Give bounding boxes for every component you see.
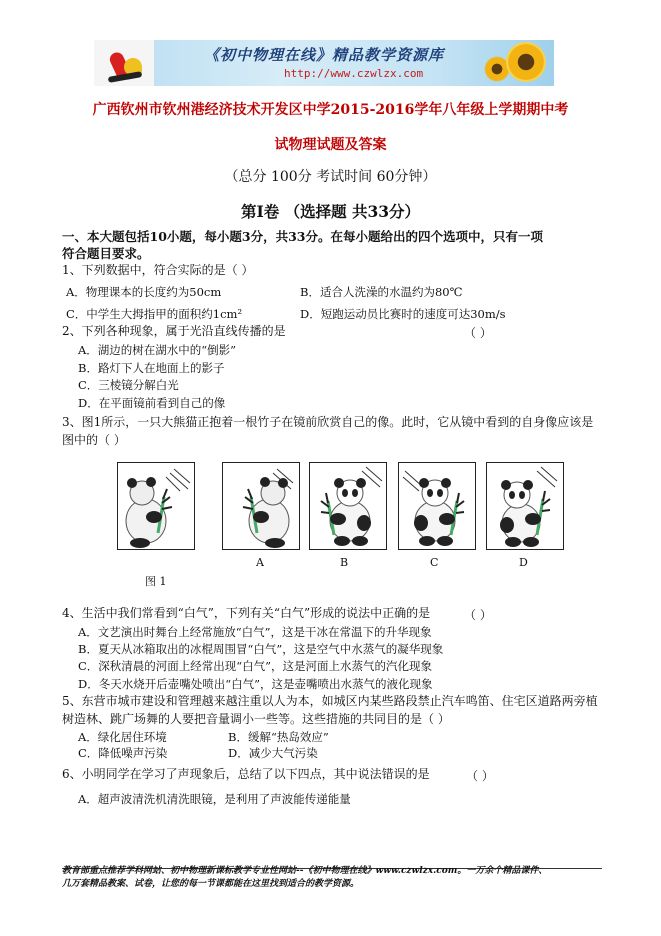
figure-label-b: B <box>340 556 349 569</box>
q6-option-a: A．超声波清洗机清洗眼镜，是利用了声波能传递能量 <box>78 792 351 806</box>
q2-option-d: D．在平面镜前看到自己的像 <box>78 396 226 410</box>
q5-option-c: C．降低噪声污染 <box>78 746 168 760</box>
panda-front-icon <box>487 463 563 549</box>
footer-line1: 教育部重点推荐学科网站、初中物理新课标教学专业性网站--《初中物理在线》www.czwlzx.com。一万余个精品课件、 <box>62 866 548 876</box>
q2-option-b: B．路灯下人在地面上的影子 <box>78 361 225 375</box>
q5-option-a: A．绿化居住环境 <box>78 730 167 744</box>
q5-stem: 5、东营市城市建设和管理越来越注重以人为本，如城区内某些路段禁止汽车鸣笛、住宅区道路两旁植 <box>62 694 598 708</box>
panda-back-icon <box>223 463 299 549</box>
figure-label-a: A <box>256 556 264 569</box>
q3-stem-cont: 图中的（ ） <box>62 433 126 447</box>
section-heading: 第Ⅰ卷 （选择题 共33分） <box>240 202 421 221</box>
q4-stem: 4、生活中我们常看到“白气”，下列有关“白气”形成的说法中正确的是 <box>62 606 431 620</box>
figure-option-d <box>486 462 564 550</box>
part1-instruction-cont: 符合题目要求。 <box>62 246 150 261</box>
panda-front-icon <box>399 463 475 549</box>
figure-label-d: D <box>519 556 528 569</box>
figure-original-panda <box>117 462 195 550</box>
q4-option-a: A．文艺演出时舞台上经常施放“白气”，这是干冰在常温下的升华现象 <box>78 625 432 639</box>
figure-option-a <box>222 462 300 550</box>
footer-line2: 几万套精品教案、试卷，让您的每一节课都能在这里找到适合的教学资源。 <box>62 879 360 889</box>
figure-caption: 图 1 <box>145 575 167 588</box>
q2-option-c: C．三棱镜分解白光 <box>78 378 179 392</box>
q1-option-b: B．适合人洗澡的水温约为80℃ <box>300 285 463 299</box>
part1-instruction: 一、本大题包括10小题，每小题3分，共33分。在每小题给出的四个选项中，只有一项 <box>62 229 543 244</box>
q4-option-b: B．夏天从冰箱取出的冰棍周围冒“白气”，这是空气中水蒸气的凝华现象 <box>78 642 444 656</box>
q5-option-b: B．缓解“热岛效应” <box>228 730 329 744</box>
q4-option-c: C．深秋清晨的河面上经常出现“白气”，这是河面上水蒸气的汽化现象 <box>78 659 433 673</box>
q2-option-a: A．湖边的树在湖水中的“倒影” <box>78 343 237 357</box>
site-logo <box>94 40 154 86</box>
figure-option-b <box>309 462 387 550</box>
panda-front-icon <box>310 463 386 549</box>
sunflower-icon <box>506 42 546 82</box>
q6-stem: 6、小明同学在学习了声现象后，总结了以下四点，其中说法错误的是 <box>62 767 430 781</box>
q2-answer-blank: （ ） <box>464 326 492 340</box>
q5-option-d: D．减少大气污染 <box>228 746 318 760</box>
banner-title: 《初中物理在线》精品教学资源库 <box>204 46 445 64</box>
figure-label-c: C <box>430 556 439 569</box>
q1-option-a: A．物理课本的长度约为50cm <box>66 285 222 299</box>
doc-title-line1: 广西钦州市钦州港经济技术开发区中学2015-2016学年八年级上学期期中考 <box>92 102 569 118</box>
doc-title-line2: 试物理试题及答案 <box>274 137 387 153</box>
panda-back-icon <box>118 463 194 549</box>
q1-stem: 1、下列数据中，符合实际的是（ ） <box>62 263 254 277</box>
q2-stem: 2、下列各种现象，属于光沿直线传播的是 <box>62 324 286 338</box>
header-banner <box>94 40 554 86</box>
q3-stem: 3、图1所示，一只大熊猫正抱着一根竹子在镜前欣赏自己的像。此时，它从镜中看到的自身像应该是 <box>62 415 594 429</box>
q4-option-d: D．冬天水烧开后壶嘴处喷出“白气”，这是壶嘴喷出水蒸气的液化现象 <box>78 677 433 691</box>
q5-stem-cont: 树造林、跳广场舞的人要把音量调小一些等。这些措施的共同目的是（ ） <box>62 712 450 726</box>
q4-answer-blank: （ ） <box>464 608 492 622</box>
doc-subtitle: （总分 100分 考试时间 60分钟） <box>224 169 437 185</box>
figure-option-c <box>398 462 476 550</box>
q1-option-c: C．中学生大拇指甲的面积约1cm² <box>66 307 243 321</box>
q1-option-d: D．短跑运动员比赛时的速度可达30m/s <box>300 307 506 321</box>
q6-answer-blank: （ ） <box>466 769 494 783</box>
banner-url: http://www.czwlzx.com <box>284 67 424 80</box>
